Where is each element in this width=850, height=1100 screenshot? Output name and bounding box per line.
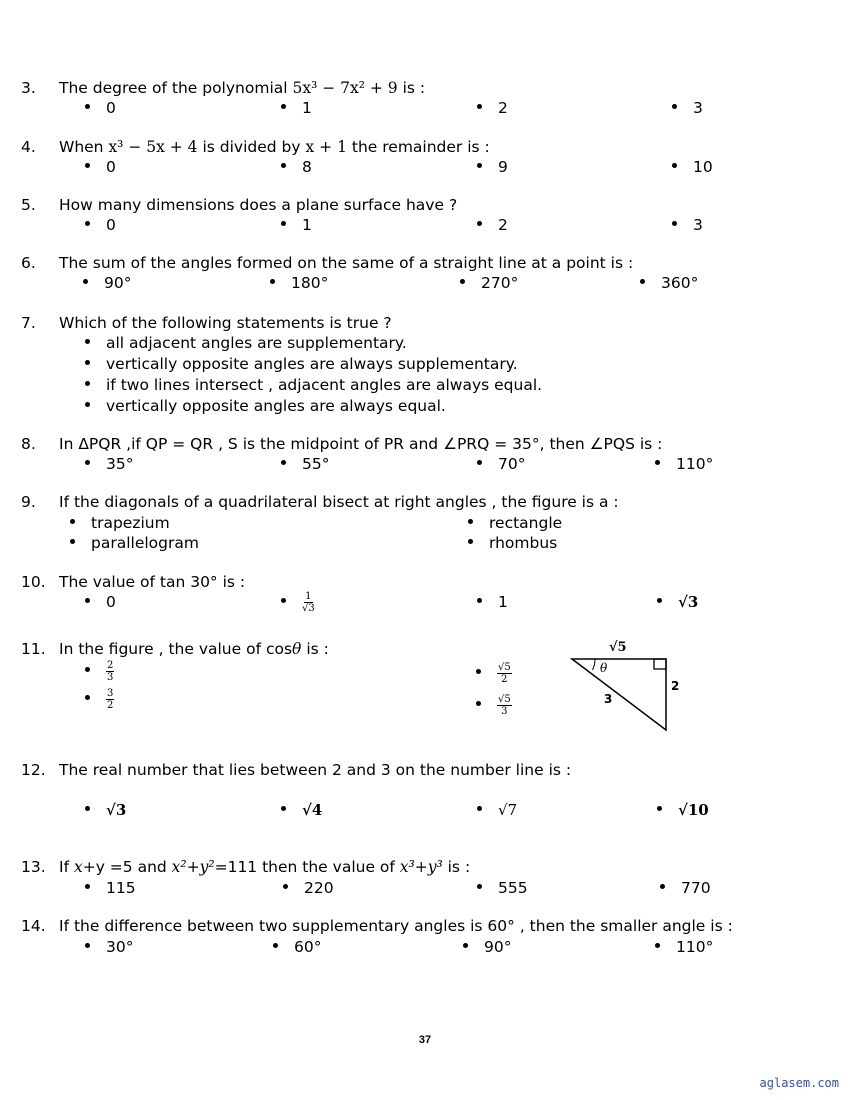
question-number: 4. <box>21 138 36 156</box>
math-expression: x³+y³ <box>399 858 443 876</box>
question-text-prefix: In the figure , the value of cos <box>59 640 293 658</box>
bullet-icon <box>281 806 286 811</box>
option-text: 555 <box>498 879 528 897</box>
bullet-icon <box>85 163 90 168</box>
question-text-prefix: When <box>59 138 109 156</box>
label-right-side: 2 <box>671 679 680 693</box>
bullet-icon <box>281 598 286 603</box>
fraction-numerator: 2 <box>107 660 114 671</box>
option <box>672 158 713 176</box>
option-text: 770 <box>681 879 711 897</box>
question-number: 8. <box>21 435 36 453</box>
option <box>477 801 517 819</box>
question-number: 9. <box>21 493 36 511</box>
question-text: In ΔPQR ,if QP = QR , S is the midpoint of PR and ∠PRQ = 35°, then ∠PQS is : <box>59 435 663 453</box>
fraction-numerator: 1 <box>305 591 312 602</box>
option <box>85 334 407 352</box>
option-text: 270° <box>481 274 519 292</box>
option <box>672 99 703 117</box>
option-text: trapezium <box>91 514 170 532</box>
bullet-icon <box>85 806 90 811</box>
bullet-icon <box>463 943 468 948</box>
option <box>85 376 542 394</box>
option <box>660 879 711 897</box>
option-text: 1 <box>302 216 312 234</box>
bullet-icon <box>85 402 90 407</box>
option-text: 3 <box>693 216 703 234</box>
bullet-icon <box>85 104 90 109</box>
bullet-icon <box>477 598 482 603</box>
question-text <box>59 79 425 97</box>
fraction <box>497 662 512 685</box>
option-text: 10 <box>693 158 713 176</box>
angle-arc <box>593 659 596 670</box>
fraction-denominator: 2 <box>501 674 508 685</box>
option <box>281 158 312 176</box>
math-expression: x <box>73 858 83 876</box>
question-text-suffix: is : <box>442 858 471 876</box>
option-text: 0 <box>106 593 116 611</box>
question-text-suffix: is : <box>301 640 329 658</box>
bullet-icon <box>85 460 90 465</box>
question-text: The sum of the angles formed on the same of a straight line at a point is : <box>59 254 634 272</box>
option <box>270 274 328 292</box>
fraction <box>106 688 114 711</box>
label-top-side: √5 <box>609 640 627 655</box>
option-text: rectangle <box>489 514 563 532</box>
option <box>283 879 334 897</box>
option-text: 110° <box>676 455 714 473</box>
bullet-icon <box>273 943 278 948</box>
option-text: 90° <box>484 938 512 956</box>
option <box>85 355 518 373</box>
option-text: if two lines intersect , adjacent angles are always equal. <box>106 376 543 394</box>
bullet-icon <box>477 221 482 226</box>
option <box>463 938 511 956</box>
bullet-icon <box>85 381 90 386</box>
bullet-icon <box>281 104 286 109</box>
option <box>85 99 116 117</box>
bullet-icon <box>477 163 482 168</box>
option-text: 55° <box>302 455 330 473</box>
bullet-icon <box>476 701 481 706</box>
option <box>70 534 199 552</box>
option <box>281 591 315 614</box>
option-text: 1 <box>498 593 508 611</box>
option <box>85 938 133 956</box>
bullet-icon <box>281 460 286 465</box>
bullet-icon <box>657 806 662 811</box>
question-text <box>59 858 470 876</box>
fraction <box>106 660 114 683</box>
question-number: 5. <box>21 196 36 214</box>
question-text <box>59 640 329 658</box>
question-text: The value of tan 30° is : <box>59 573 246 591</box>
math-expression: θ <box>292 640 302 658</box>
triangle-outline <box>572 659 666 730</box>
option <box>85 593 116 611</box>
bullet-icon <box>85 221 90 226</box>
bullet-icon <box>83 279 88 284</box>
watermark-link[interactable]: aglasem.com <box>759 1076 839 1090</box>
question-text-suffix: is : <box>397 79 426 97</box>
option-text: 0 <box>106 99 116 117</box>
option-text: 3 <box>693 99 703 117</box>
question-text-mid: +y =5 and <box>82 858 172 876</box>
option-text: 1 <box>302 99 312 117</box>
option <box>640 274 698 292</box>
bullet-icon <box>477 460 482 465</box>
question-number: 12. <box>21 761 46 779</box>
bullet-icon <box>85 339 90 344</box>
option <box>85 158 116 176</box>
question-text <box>59 138 490 156</box>
option <box>85 688 114 711</box>
fraction-numerator: √5 <box>498 694 511 705</box>
option-text: 220 <box>304 879 334 897</box>
option <box>477 158 508 176</box>
option-text: 2 <box>498 99 508 117</box>
option-text: √10 <box>678 801 709 819</box>
option-text: √3 <box>678 593 699 611</box>
option-text: 8 <box>302 158 312 176</box>
option <box>476 662 512 685</box>
option <box>83 274 131 292</box>
option-text: vertically opposite angles are always equal. <box>106 397 446 415</box>
option <box>281 455 329 473</box>
bullet-icon <box>85 360 90 365</box>
bullet-icon <box>477 884 482 889</box>
fraction-denominator: 3 <box>501 706 508 717</box>
bullet-icon <box>70 519 75 524</box>
option <box>477 879 528 897</box>
option <box>476 694 512 717</box>
bullet-icon <box>70 539 75 544</box>
fraction-denominator: 2 <box>107 700 114 711</box>
question-number: 14. <box>21 917 46 935</box>
question-text: If the diagonals of a quadrilateral bisect at right angles , the figure is a : <box>59 493 619 511</box>
option <box>85 879 136 897</box>
option-text: 115 <box>106 879 136 897</box>
math-expression: x²+y² <box>171 858 215 876</box>
question-text-prefix: If <box>59 858 74 876</box>
option <box>477 455 525 473</box>
math-expression: x + 1 <box>305 138 347 156</box>
option-text: 35° <box>106 455 134 473</box>
question-number: 10. <box>21 573 46 591</box>
bullet-icon <box>281 163 286 168</box>
question-number: 11. <box>21 640 46 658</box>
bullet-icon <box>477 104 482 109</box>
bullet-icon <box>468 519 473 524</box>
option <box>281 99 312 117</box>
option <box>477 99 508 117</box>
question-text-prefix: The degree of the polynomial <box>59 79 293 97</box>
bullet-icon <box>672 221 677 226</box>
option-text: 110° <box>676 938 714 956</box>
option-text: √7 <box>498 801 518 819</box>
option-text: all adjacent angles are supplementary. <box>106 334 407 352</box>
question-text: How many dimensions does a plane surface have ? <box>59 196 458 214</box>
option-text: 9 <box>498 158 508 176</box>
bullet-icon <box>655 460 660 465</box>
option-text: parallelogram <box>91 534 199 552</box>
option <box>672 216 703 234</box>
fraction <box>497 694 512 717</box>
bullet-icon <box>270 279 275 284</box>
math-expression: 5x³ − 7x² + 9 <box>292 79 398 97</box>
fraction <box>302 591 315 614</box>
bullet-icon <box>85 667 90 672</box>
bullet-icon <box>281 221 286 226</box>
option-text: 2 <box>498 216 508 234</box>
option <box>655 938 713 956</box>
question-text-mid: is divided by <box>197 138 306 156</box>
right-triangle-figure <box>565 632 705 737</box>
option <box>477 593 508 611</box>
question-text: Which of the following statements is true ? <box>59 314 392 332</box>
question-text-suffix: the remainder is : <box>346 138 490 156</box>
option <box>273 938 321 956</box>
option-text: 0 <box>106 158 116 176</box>
option-text: 70° <box>498 455 526 473</box>
bullet-icon <box>660 884 665 889</box>
option-text: 0 <box>106 216 116 234</box>
question-text: The real number that lies between 2 and 3 on the number line is : <box>59 761 572 779</box>
option-text: rhombus <box>489 534 558 552</box>
fraction-numerator: √5 <box>498 662 511 673</box>
option <box>85 801 126 819</box>
option-text: 360° <box>661 274 699 292</box>
bullet-icon <box>283 884 288 889</box>
option <box>657 801 709 819</box>
math-expression: x³ − 5x + 4 <box>108 138 198 156</box>
option <box>460 274 518 292</box>
fraction-numerator: 3 <box>107 688 114 699</box>
option <box>281 801 322 819</box>
option <box>85 660 114 683</box>
option <box>85 455 133 473</box>
option <box>85 216 116 234</box>
option <box>468 534 557 552</box>
bullet-icon <box>657 598 662 603</box>
question-number: 13. <box>21 858 46 876</box>
question-number: 7. <box>21 314 36 332</box>
label-hypotenuse: 3 <box>604 692 613 706</box>
option-text: 180° <box>291 274 329 292</box>
option-text: √3 <box>106 801 127 819</box>
bullet-icon <box>655 943 660 948</box>
option-text: vertically opposite angles are always supplementary. <box>106 355 518 373</box>
question-number: 3. <box>21 79 36 97</box>
option <box>468 514 562 532</box>
right-angle-marker <box>654 659 666 669</box>
option-text: 90° <box>104 274 132 292</box>
option-text: 60° <box>294 938 322 956</box>
fraction-denominator: √3 <box>302 603 315 614</box>
option <box>281 216 312 234</box>
option <box>657 593 698 611</box>
bullet-icon <box>85 884 90 889</box>
bullet-icon <box>85 943 90 948</box>
bullet-icon <box>476 669 481 674</box>
option <box>70 514 170 532</box>
option <box>655 455 713 473</box>
question-text: If the difference between two supplementary angles is 60° , then the smaller angle is : <box>59 917 733 935</box>
option <box>477 216 508 234</box>
bullet-icon <box>468 539 473 544</box>
bullet-icon <box>477 806 482 811</box>
question-text-mid: =111 then the value of <box>214 858 400 876</box>
bullet-icon <box>460 279 465 284</box>
option-text: 30° <box>106 938 134 956</box>
question-number: 6. <box>21 254 36 272</box>
bullet-icon <box>672 163 677 168</box>
option <box>85 397 446 415</box>
label-angle-theta: θ <box>600 661 608 675</box>
bullet-icon <box>85 695 90 700</box>
bullet-icon <box>672 104 677 109</box>
fraction-denominator: 3 <box>107 672 114 683</box>
page-number: 37 <box>418 1034 432 1046</box>
option-text: √4 <box>302 801 323 819</box>
bullet-icon <box>640 279 645 284</box>
bullet-icon <box>85 598 90 603</box>
